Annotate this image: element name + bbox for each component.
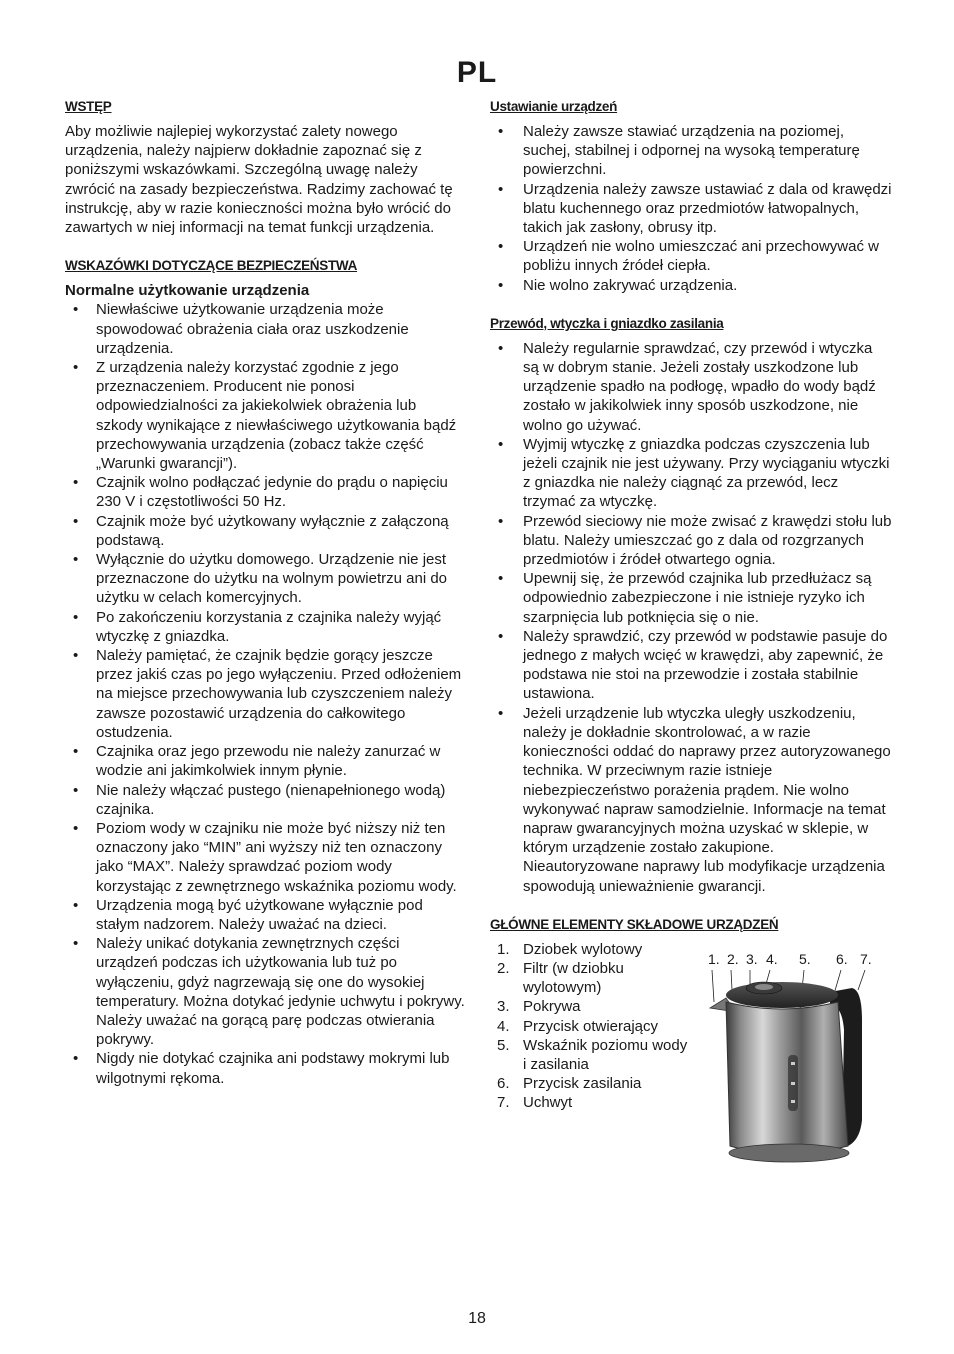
parts-section — [490, 940, 892, 1210]
placement-heading: Ustawianie urządzeń — [490, 99, 618, 114]
list-item: • Wyjmij wtyczkę z gniazdka podczas czyszczenia lub jeżeli czajnik nie jest używany. Przy wyciąganiu wtyczki z gniazdka nie należy ciągnąć za przewód, lecz trzymać za wtyczkę. — [490, 435, 892, 512]
part-number: 4. — [497, 1017, 510, 1035]
kettle-figure — [702, 950, 902, 1200]
parts-heading: GŁÓWNE ELEMENTY SKŁADOWE URZĄDZEŃ — [490, 916, 779, 932]
list-item: • Przewód sieciowy nie może zwisać z krawędzi stołu lub blatu. Należy umieszczać go z dala od rozgrzanych przedmiotów i źródeł otwartego ognia. — [490, 512, 892, 570]
left-column — [65, 98, 465, 1088]
list-item: • Nigdy nie dotykać czajnika ani podstawy mokrymi lub wilgotnymi rękoma. — [65, 1049, 465, 1087]
list-item: • Z urządzenia należy korzystać zgodnie z jego przeznaczeniem. Producent nie ponosi odpowiedzialności za jakiekolwiek obrażenia lub szkody wynikające z niewłaściwego użytkowania bądź przechowywania urządzenia (zobacz także część „Warunki gwarancji”). — [65, 358, 465, 473]
kettle-image — [702, 950, 902, 1200]
part-label: Dziobek wylotowy — [523, 940, 643, 958]
part-item — [490, 959, 690, 997]
list-item: • Po zakończeniu korzystania z czajnika należy wyjąć wtyczkę z gniazdka. — [65, 608, 465, 646]
figure-label-2: 2. — [727, 950, 739, 967]
intro-paragraph: Aby możliwie najlepiej wykorzystać zalety nowego urządzenia, należy najpierw dokładnie zapoznać się z poniższymi wskazówkami. Szczególną uwagę należy zwrócić na zasady bezpieczeństwa. Radzimy zachować tę instrukcję, aby w razie konieczności można było wrócić do zawartych w niej informacji na temat funkcji urządzenia. — [65, 123, 453, 237]
part-number: 3. — [497, 998, 510, 1016]
list-item: • Niewłaściwe użytkowanie urządzenia może spowodować obrażenia ciała oraz uszkodzenie urządzenia. — [65, 300, 465, 358]
part-label: Filtr (w dziobku wylotowym) — [523, 959, 624, 997]
cord-heading: Przewód, wtyczka i gniazdko zasilania — [490, 315, 724, 331]
normal-use-list — [65, 300, 465, 1087]
part-number: 2. — [497, 959, 510, 977]
list-item: • Należy sprawdzić, czy przewód w podstawie pasuje do jednego z małych wcięć w krawędzi, aby zapewnić, że podstawa nie stoi na przewodzie i została stabilnie ustawiona. — [490, 627, 892, 704]
list-item: • Czajnik wolno podłączać jedynie do prądu o napięciu 230 V i częstotliwości 50 Hz. — [65, 473, 465, 511]
part-number: 6. — [497, 1075, 510, 1093]
list-item: • Urządzeń nie wolno umieszczać ani przechowywać w pobliżu innych źródeł ciepła. — [490, 237, 892, 275]
figure-label-6: 6. — [836, 950, 848, 967]
part-item — [490, 1036, 690, 1074]
list-item: • Jeżeli urządzenie lub wtyczka uległy uszkodzeniu, należy je dokładnie skontrolować, a w razie konieczności oddać do naprawy przez autoryzowanego technika. W przeciwnym razie istnieje niebezpieczeństwo porażenia prądem. Nie wolno wykonywać napraw samodzielnie. Informacje na temat napraw gwarancyjnych można uzyskać w sklepie, w którym urządzenie zostało zakupione. Nieautoryzowane naprawy lub modyfikacje urządzenia spowodują unieważnienie gwarancji. — [490, 704, 892, 896]
list-item: • Urządzenia mogą być użytkowane wyłącznie pod stałym nadzorem. Należy uważać na dzieci. — [65, 896, 465, 934]
part-item — [490, 997, 690, 1016]
list-item: • Czajnika oraz jego przewodu nie należy zanurzać w wodzie ani jakimkolwiek innym płynie. — [65, 742, 465, 780]
part-number: 7. — [497, 1094, 510, 1112]
part-label: Przycisk otwierający — [523, 1017, 659, 1035]
list-item: • Należy zawsze stawiać urządzenia na poziomej, suchej, stabilnej i odpornej na wysoką temperaturę powierzchni. — [490, 122, 892, 180]
list-item: • Należy regularnie sprawdzać, czy przewód i wtyczka są w dobrym stanie. Jeżeli zostały uszkodzone lub urządzenie spadło na podłogę, wpadło do wody bądź zostało w jakikolwiek inny sposób uszkodzone, nie wolno go używać. — [490, 339, 892, 435]
part-number: 5. — [497, 1036, 510, 1054]
list-item: • Poziom wody w czajniku nie może być niższy niż ten oznaczony jako “MIN” ani wyższy niż ten oznaczony jako “MAX”. Należy sprawdzać poziom wody korzystając z zewnętrznego wskaźnika poziomu wody. — [65, 819, 465, 896]
figure-label-7: 7. — [860, 950, 872, 967]
list-item: • Należy unikać dotykania zewnętrznych części urządzeń podczas ich użytkowania lub tuż po wyłączeniu, gdyż nagrzewają się one do wysokiej temperatury. Można dotykać jedynie uchwytu i pokrywy. Należy uważać na gorącą parę podczas otwierania pokrywy. — [65, 934, 465, 1049]
part-item — [490, 1093, 690, 1112]
intro-heading: WSTĘP — [65, 99, 112, 114]
parts-list — [490, 940, 690, 1113]
figure-label-5: 5. — [799, 950, 811, 967]
part-number: 1. — [497, 940, 510, 958]
list-item: • Upewnij się, że przewód czajnika lub przedłużacz są odpowiednio zabezpieczone i nie istnieje ryzyko ich szarpnięcia lub potknięcia się o nie. — [490, 569, 892, 627]
placement-list — [490, 122, 892, 295]
page-number: 18 — [468, 1310, 486, 1327]
part-item — [490, 1017, 690, 1036]
figure-label-3: 3. — [746, 950, 758, 967]
safety-heading: WSKAZÓWKI DOTYCZĄCE BEZPIECZEŃSTWA — [65, 258, 358, 274]
list-item: • Wyłącznie do użytku domowego. Urządzenie nie jest przeznaczone do użytku na wolnym powietrzu ani do użytku w celach komercyjnych. — [65, 550, 465, 608]
part-label: Wskaźnik poziomu wody i zasilania — [523, 1036, 688, 1073]
figure-label-4: 4. — [766, 950, 778, 967]
list-item: • Czajnik może być użytkowany wyłącznie z załączoną podstawą. — [65, 512, 465, 550]
list-item: • Nie należy włączać pustego (nienapełnionego wodą) czajnika. — [65, 781, 465, 819]
right-column — [490, 98, 892, 1210]
list-item: • Urządzenia należy zawsze ustawiać z dala od krawędzi blatu kuchennego oraz przedmiotów łatwopalnych, takich jak zasłony, obrusy itp. — [490, 180, 892, 238]
part-label: Przycisk zasilania — [523, 1075, 642, 1093]
list-item: • Nie wolno zakrywać urządzenia. — [490, 276, 892, 295]
list-item: • Należy pamiętać, że czajnik będzie gorący jeszcze przez jakiś czas po jego wyłączeniu. Przed odłożeniem na miejsce przechowywania lub czyszczeniem należy zawsze pozostawić urządzenia do całkowitego ostudzenia. — [65, 646, 465, 742]
part-item — [490, 1074, 690, 1093]
cord-list — [490, 339, 892, 896]
normal-use-subheading: Normalne użytkowanie urządzenia — [65, 282, 310, 300]
figure-label-1: 1. — [708, 950, 720, 967]
language-code: PL — [456, 56, 498, 89]
part-item — [490, 940, 690, 959]
part-label: Uchwyt — [523, 1094, 573, 1112]
part-label: Pokrywa — [523, 998, 581, 1016]
